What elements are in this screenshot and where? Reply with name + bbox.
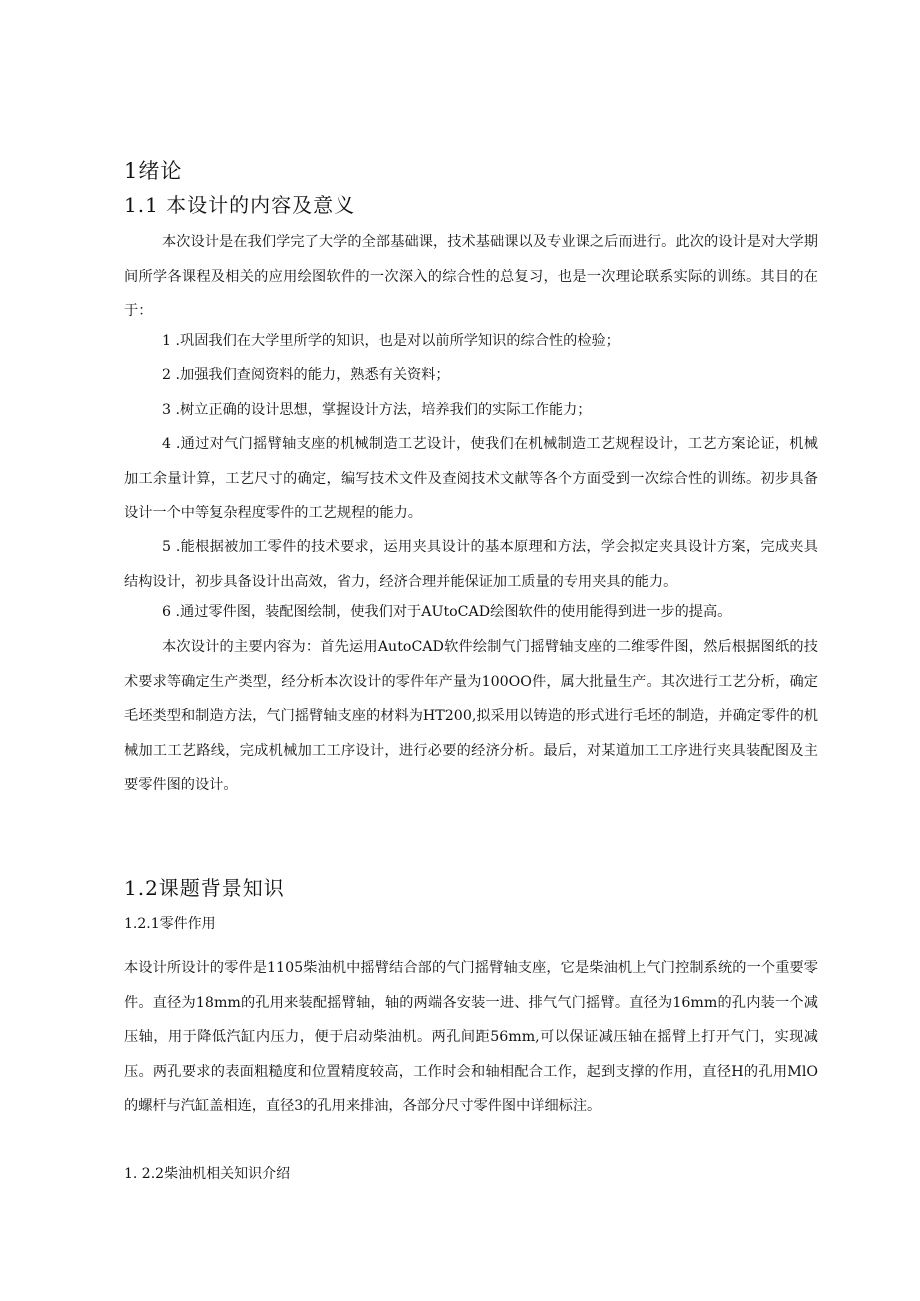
main-content-paragraph: 本次设计的主要内容为：首先运用AutoCAD软件绘制气门摇臂轴支座的二维零件图，然后根据图纸的技术要求等确定生产类型，经分析本次设计的零件年产量为100OO件，属大批量生产。其次进行工艺分析，确定毛坯类型和制造方法，气门摇臂轴支座的材料为HT200,拟采用以铸造的形式进行毛坯的制造，并确定零件的机械加工工艺路线，完成机械加工工序设计，进行必要的经济分析。最后，对某道加工工序进行夹具装配图及主要零件图的设计。 [124,639,818,793]
goal-item-2: 2 .加强我们查阅资料的能力，熟悉有关资料； [162,367,450,383]
part-function-paragraph: 本设计所设计的零件是1105柴油机中摇臂结合部的气门摇臂轴支座，它是柴油机上气门控制系统的一个重要零件。直径为18mm的孔用来装配摇臂轴，轴的两端各安装一进、排气气门摇臂。直径为16mm的孔内装一个减压轴，用于降低汽缸内压力，便于启动柴油机。两孔间距56mm,可以保证减压轴在摇臂上打开气门，实现减压。两孔要求的表面粗糙度和位置精度较高，工作时会和轴相配合工作，起到支撑的作用，直径H的孔用MlO的螺杆与汽缸盖相连，直径3的孔用来排油，各部分尺寸零件图中详细标注。 [124,960,818,1114]
section-1-1-title: 1.1 本设计的内容及意义 [124,193,356,217]
goal-item-4: 4 .通过对气门摇臂轴支座的机械制造工艺设计，使我们在机械制造工艺规程设计，工艺方案论证，机械加工余量计算，工艺尺寸的确定，编写技术文件及查阅技术文献等各个方面受到一次综合性的训练。初步具备设计一个中等复杂程度零件的工艺规程的能力。 [124,436,818,521]
subsection-1-2-1-title: 1.2.1零件作用 [124,916,216,932]
subsection-1-2-2-title: 1. 2.2柴油机相关知识介绍 [124,1166,291,1182]
chapter-title: 1绪论 [124,159,183,183]
goal-item-3: 3 .树立正确的设计思想，掌握设计方法，培养我们的实际工作能力； [162,402,592,418]
goal-item-6: 6 .通过零件图，装配图绘制，使我们对于AUtoCAD绘图软件的使用能得到进一步的提高。 [162,604,732,620]
goal-item-5: 5 .能根据被加工零件的技术要求，运用夹具设计的基本原理和方法，学会拟定夹具设计方案，完成夹具结构设计，初步具备设计出高效，省力，经济合理并能保证加工质量的专用夹具的能力。 [124,539,818,590]
goal-item-1: 1 .巩固我们在大学里所学的知识，也是对以前所学知识的综合性的检验； [162,333,620,349]
section-1-2-title: 1.2课题背景知识 [124,876,285,900]
intro-paragraph: 本次设计是在我们学完了大学的全部基础课，技术基础课以及专业课之后而进行。此次的设计是对大学期间所学各课程及相关的应用绘图软件的一次深入的综合性的总复习，也是一次理论联系实际的训练。其目的在于： [124,234,818,319]
